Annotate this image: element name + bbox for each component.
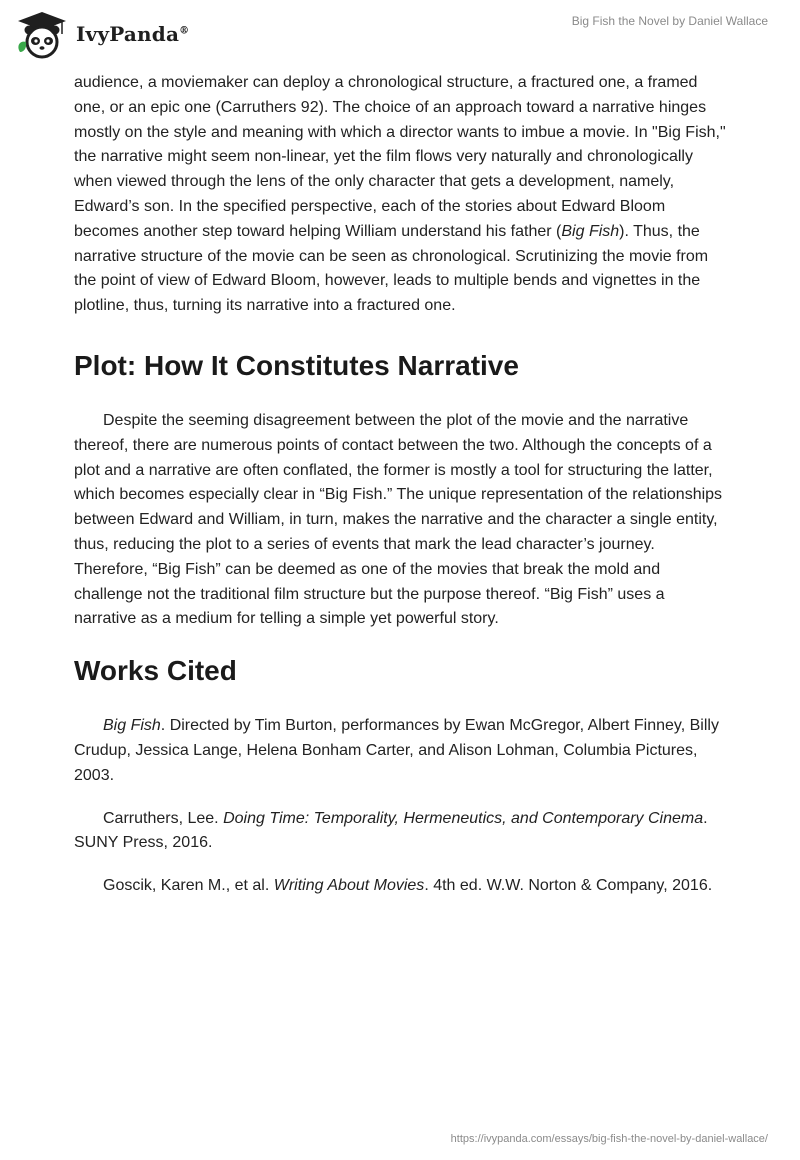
essay-body <box>74 71 730 917</box>
section-heading-works-cited: Works Cited <box>74 655 237 687</box>
citation-carruthers: Carruthers, Lee. Doing Time: Temporality, Hermeneutics, and Contemporary Cinema. SUNY Press, 2016. <box>74 809 708 852</box>
panda-graduate-icon <box>14 8 70 60</box>
citation-goscik: Goscik, Karen M., et al. Writing About Movies. 4th ed. W.W. Norton & Company, 2016. <box>103 877 713 895</box>
paragraph-plot: Despite the seeming disagreement between the plot of the movie and the narrative thereof, there are numerous points of contact between the two. Although the concepts of a plot and a narrative are often conflated, the former is mostly a tool for structuring the latter, which becomes especially clear in “Big Fish.” The unique representation of the relationships between Edward and William, in turn, makes the narrative and the character a single entity, thus, reducing the plot to a series of events that mark the lead character’s journey. Therefore, “Big Fish” can be deemed as one of the movies that break the mold and challenge not the traditional film structure but the purpose thereof. “Big Fish” uses a narrative as a medium for telling a simple yet powerful story. <box>74 411 723 628</box>
citation-big-fish: Big Fish. Directed by Tim Burton, performances by Ewan McGregor, Albert Finney, Billy Crudup, Jessica Lange, Helena Bonham Carter, and Alison Lohman, Columbia Pictures, 2003. <box>74 717 719 784</box>
page-header <box>0 0 800 70</box>
source-url-link[interactable]: https://ivypanda.com/essays/big-fish-the-novel-by-daniel-wallace/ <box>450 1133 768 1145</box>
logo-wordmark: IvyPanda® <box>76 22 190 46</box>
ivypanda-logo[interactable] <box>14 8 189 60</box>
paragraph-continued: audience, a moviemaker can deploy a chronological structure, a fractured one, a framed one, or an epic one (Carruthers 92). The choice of an approach toward a narrative hinges mostly on the style and meaning with which a director wants to imbue a movie. In "Big Fish," the narrative might seem non-linear, yet the film flows very naturally and chronologically when viewed through the lens of the only character that gets a development, namely, Edward’s son. In the specified perspective, each of the stories about Edward Bloom becomes another step toward helping William understand his father (Big Fish). Thus, the narrative structure of the movie can be seen as chronological. Scrutinizing the movie from the point of view of Edward Bloom, however, leads to multiple bends and vignettes in the plotline, thus, turning its narrative into a fractured one. <box>74 74 726 315</box>
document-title: Big Fish the Novel by Daniel Wallace <box>571 14 768 28</box>
section-heading-plot: Plot: How It Constitutes Narrative <box>74 349 519 381</box>
